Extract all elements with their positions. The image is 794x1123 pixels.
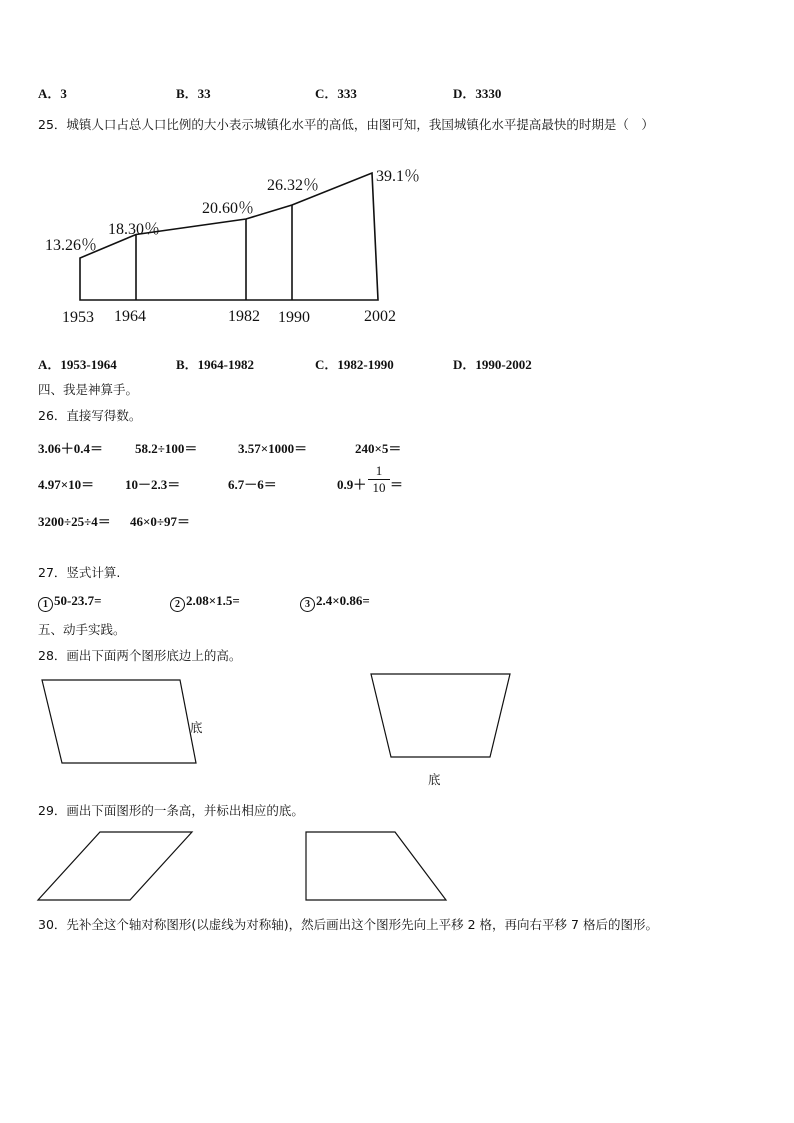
fraction-numerator: 1 [375, 463, 383, 478]
q28-base-label-2: 底 [428, 772, 441, 787]
chart-year-label: 2002 [364, 308, 396, 325]
q27-item-1 [38, 593, 102, 612]
q26-item-1: 3.06＋0.4＝ [38, 441, 104, 456]
section4-title: 四、我是神算手。 [38, 382, 139, 397]
q30-question: 30．先补全这个轴对称图形(以虚线为对称轴)，然后画出这个图形先向上平移 2 格，再向右平移 7 格后的图形。 [38, 917, 658, 932]
q27-title: 27．竖式计算. [38, 565, 121, 580]
q24-option-b: B．33 [176, 86, 211, 101]
circled-number-3: 3 [300, 597, 315, 612]
q26-item-8-prefix: 0.9＋ [337, 477, 367, 492]
chart-year-label: 1964 [114, 308, 146, 325]
q26-item-8-suffix: ＝ [390, 477, 404, 492]
q26-title: 26．直接写得数。 [38, 408, 142, 423]
fraction-denominator: 10 [372, 480, 386, 495]
q28-figures [0, 660, 794, 790]
q24-option-d: D．3330 [453, 86, 502, 101]
chart-value-label: 26.32％ [267, 177, 320, 194]
q25-option-d: D．1990-2002 [453, 357, 532, 372]
q26-item-9: 3200÷25÷4＝ [38, 514, 111, 529]
chart-value-label: 39.1％ [376, 168, 421, 185]
chart-value-label: 20.60％ [202, 200, 255, 217]
q27-item-2 [170, 593, 240, 612]
q24-option-a: A．3 [38, 86, 67, 101]
q26-item-2: 58.2÷100＝ [135, 441, 198, 456]
q29-figures [0, 825, 794, 905]
q26-item-10: 46×0÷97＝ [130, 514, 191, 529]
section5-title: 五、动手实践。 [38, 622, 126, 637]
q27-item-3 [300, 593, 370, 612]
chart-year-label: 1990 [278, 309, 310, 326]
circled-number-1: 1 [38, 597, 53, 612]
q26-item-6: 10－2.3＝ [125, 477, 181, 492]
q25-option-c: C．1982-1990 [315, 357, 394, 372]
chart-year-label: 1982 [228, 308, 260, 325]
parallelogram-shape [42, 680, 196, 763]
q27-item-2-expr: 2.08×1.5= [186, 593, 240, 608]
parallelogram-shape [38, 832, 192, 900]
q25-option-a: A．1953-1964 [38, 357, 117, 372]
q26-item-5: 4.97×10＝ [38, 477, 95, 492]
q24-option-c: C．333 [315, 86, 357, 101]
chart-year-label: 1953 [62, 309, 94, 326]
q27-item-3-expr: 2.4×0.86= [316, 593, 370, 608]
chart-value-labels [45, 168, 420, 254]
q25-question: 25．城镇人口占总人口比例的大小表示城镇化水平的高低，由图可知，我国城镇化水平提高最快的时期是（ ） [38, 117, 654, 132]
chart-value-label: 13.26％ [45, 237, 98, 254]
q27-item-1-expr: 50-23.7= [54, 593, 102, 608]
q28-base-label-1: 底 [190, 720, 203, 735]
q29-question: 29．画出下面图形的一条高，并标出相应的底。 [38, 803, 304, 818]
q26-item-8-fraction [368, 463, 390, 496]
chart-year-labels [62, 308, 396, 326]
chart-value-label: 18.30％ [108, 221, 161, 238]
circled-number-2: 2 [170, 597, 185, 612]
q26-item-3: 3.57×1000＝ [238, 441, 308, 456]
q28-question: 28．画出下面两个图形底边上的高。 [38, 648, 242, 663]
q26-item-7: 6.7－6＝ [228, 477, 277, 492]
right-trapezoid-shape [306, 832, 446, 900]
q26-item-4: 240×5＝ [355, 441, 402, 456]
chart-dividers [136, 205, 292, 300]
urbanization-chart [0, 150, 450, 330]
q25-option-b: B．1964-1982 [176, 357, 255, 372]
trapezoid-shape [371, 674, 510, 757]
